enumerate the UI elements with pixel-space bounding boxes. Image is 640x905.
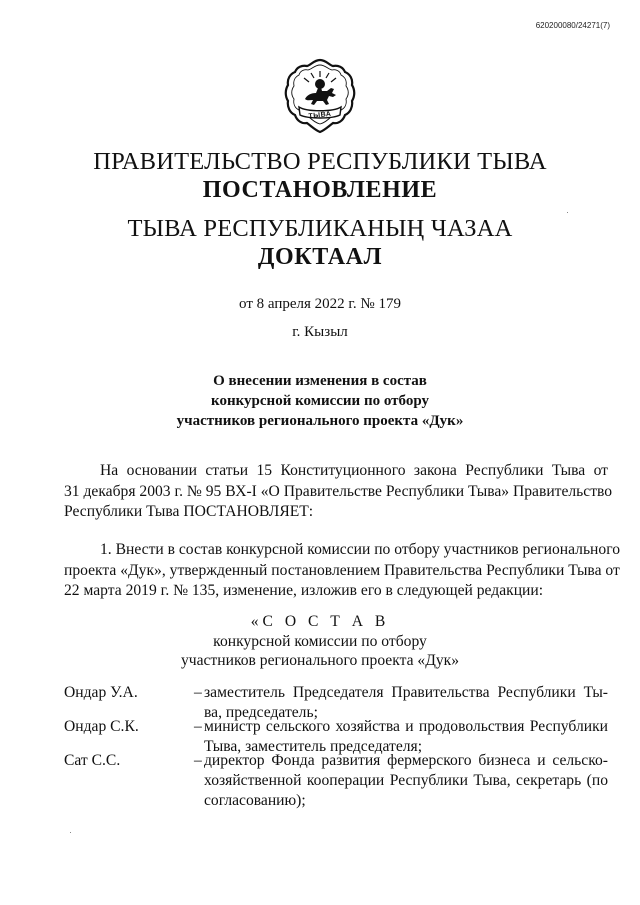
- composition-heading: [0, 612, 640, 671]
- decree-subject: [0, 371, 640, 431]
- member-name: Сат С.С.: [64, 752, 121, 769]
- member-dash: –: [194, 718, 202, 735]
- government-title-tv: ТЫВА РЕСПУБЛИКАНЫҢ ЧАЗАА: [127, 215, 513, 242]
- position-line: заместитель Председателя Правительства Республики Ты-: [204, 684, 608, 701]
- decree-title-ru: ПОСТАНОВЛЕНИЕ: [202, 177, 438, 203]
- position-line: директор Фонда развития фермерского бизнеса и сельско-: [204, 752, 608, 769]
- scan-speck: [70, 832, 71, 833]
- position-line: ва, председатель;: [204, 704, 318, 721]
- paragraph-line: проекта «Дук», утвержденный постановлением Правительства Республики Тыва от: [64, 561, 620, 579]
- paragraph-line: 1. Внести в состав конкурсной комиссии по отбору участников регионального: [100, 541, 621, 558]
- paragraph-line: Республики Тыва ПОСТАНОВЛЯЕТ:: [64, 503, 314, 520]
- composition-title: «С О С Т А В: [250, 613, 390, 630]
- composition-subtitle: участников регионального проекта «Дук»: [180, 652, 460, 669]
- subject-line: конкурсной комиссии по отбору: [211, 393, 429, 409]
- subject-line: О внесении изменения в состав: [213, 373, 427, 389]
- paragraph-line: На основании статьи 15 Конституционного закона Республики Тыва от: [100, 462, 608, 479]
- subject-line: участников регионального проекта «Дук»: [176, 413, 464, 429]
- composition-subtitle: конкурсной комиссии по отбору: [213, 632, 427, 650]
- clause-1-paragraph: [64, 540, 621, 602]
- position-line: согласованию);: [204, 792, 306, 809]
- member-name: Ондар С.К.: [64, 718, 139, 735]
- document-number: 620200080/24271(7): [535, 21, 610, 30]
- preamble-paragraph: [64, 461, 613, 523]
- paragraph-line: 22 марта 2019 г. № 135, изменение, изложив его в следующей редакции:: [64, 582, 544, 599]
- scan-speck: [567, 212, 568, 213]
- government-title-ru: ПРАВИТЕЛЬСТВО РЕСПУБЛИКИ ТЫВА: [93, 148, 547, 175]
- tuva-emblem: [283, 57, 357, 135]
- member-dash: –: [194, 684, 202, 701]
- decree-city: г. Кызыл: [292, 324, 348, 340]
- position-line: Тыва, заместитель председателя;: [204, 738, 423, 755]
- decree-title-tv: ДОКТААЛ: [257, 244, 383, 270]
- member-dash: –: [194, 752, 202, 769]
- position-line: министр сельского хозяйства и продовольствия Республики: [204, 718, 608, 735]
- position-line: хозяйственной кооперации Республики Тыва, секретарь (по: [204, 772, 608, 789]
- paragraph-line: 31 декабря 2003 г. № 95 ВХ-I «О Правительстве Республики Тыва» Правительство: [64, 482, 613, 500]
- member-position: [204, 751, 608, 811]
- emblem-banner-text: ТЫВА: [308, 110, 332, 121]
- coat-of-arms-icon: [283, 57, 357, 135]
- decree-date-number: от 8 апреля 2022 г. № 179: [239, 296, 401, 312]
- member-name: Ондар У.А.: [64, 684, 138, 701]
